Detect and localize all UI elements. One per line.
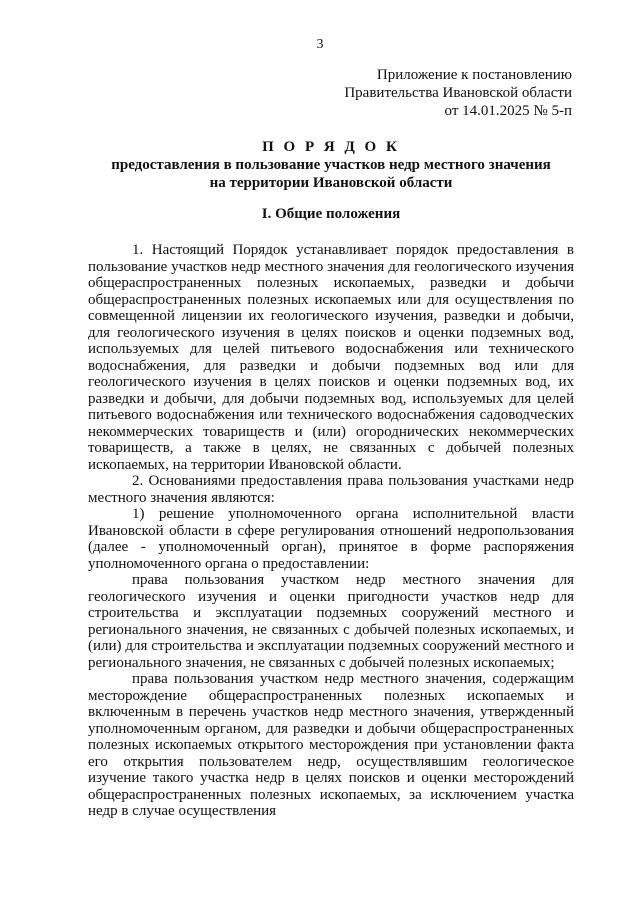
- appendix-line-1: Приложение к постановлению: [376, 67, 572, 83]
- document-title: [88, 138, 574, 192]
- body-text: [88, 242, 574, 820]
- appendix-line-2: Правительства Ивановской области: [344, 85, 572, 101]
- paragraph-2: 2. Основаниями предоставления права пользования участками недр местного значения являются:: [88, 473, 574, 506]
- page-number: 3: [316, 37, 324, 52]
- title-line-1: предоставления в пользование участков недр местного значения: [111, 157, 551, 173]
- paragraph-3: 1) решение уполномоченного органа исполнительной власти Ивановской области в сфере регулирования отношений недропользования (далее - уполномоченный орган), принятое в форме распоряжения уполномоченного органа о предоставлении:: [88, 506, 574, 572]
- appendix-line-3: от 14.01.2025 № 5-п: [444, 103, 572, 119]
- title-line-2: на территории Ивановской области: [209, 175, 453, 191]
- section-heading: I. Общие положения: [261, 206, 401, 222]
- appendix-note: [272, 66, 572, 120]
- paragraph-1: 1. Настоящий Порядок устанавливает порядок предоставления в пользование участков недр местного значения для геологического изучения общераспространенных полезных ископаемых, разведки и добычи общераспространенных полезных ископаемых или для осуществления по совмещенной лицензии их геологического изучения, разведки и добычи, для геологического изучения в целях поисков и оценки подземных вод, используемых для целей питьевого водоснабжения или технического водоснабжения, для разведки и добычи подземных вод или для геологического изучения в целях поисков и оценки подземных вод, их разведки и добычи, для добычи подземных вод, используемых для целей питьевого водоснабжения или технического водоснабжения садоводческих некоммерческих товариществ и (или) огороднических некоммерческих товариществ, а также в целях, не связанных с добычей полезных ископаемых, на территории Ивановской области.: [88, 242, 574, 473]
- title-main: П О Р Я Д О К: [262, 139, 400, 155]
- paragraph-5: права пользования участком недр местного значения, содержащим месторождение общераспространенных полезных ископаемых и включенным в перечень участков недр местного значения, утвержденный уполномоченным органом, для разведки и добычи общераспространенных полезных ископаемых открытого месторождения при установлении факта его открытия пользователем недр, осуществлявшим геологическое изучение такого участка недр в целях поисков и оценки месторождений общераспространенных полезных ископаемых, за исключением участка недр в случае осуществления: [88, 671, 574, 819]
- paragraph-4: права пользования участком недр местного значения для геологического изучения и оценки пригодности участков недр для строительства и эксплуатации подземных сооружений местного и регионального значения, не связанных с добычей полезных ископаемых, и (или) для строительства и эксплуатации подземных сооружений местного и регионального значения, не связанных с добычей полезных ископаемых;: [88, 572, 574, 671]
